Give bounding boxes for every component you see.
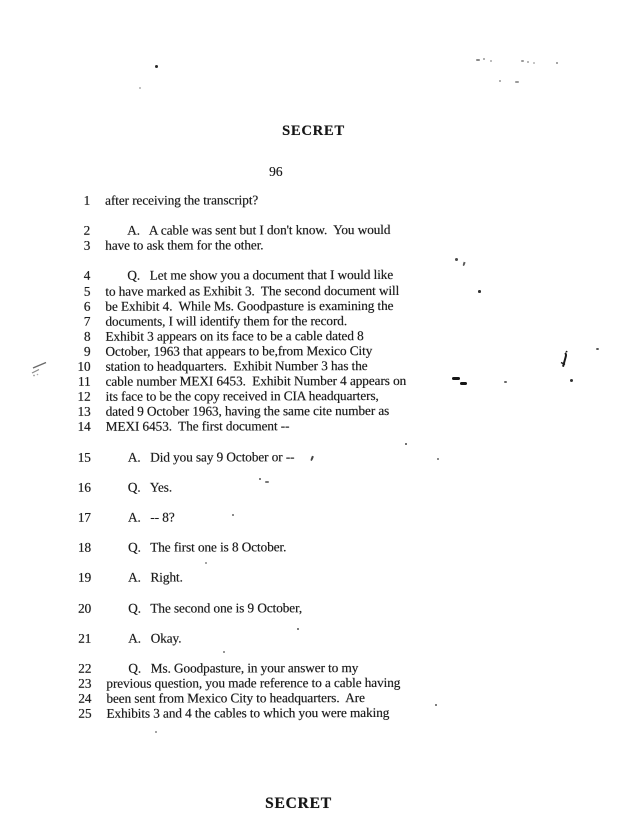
scan-speck bbox=[504, 381, 507, 383]
transcript-line bbox=[1, 569, 581, 586]
line-number: 18 bbox=[77, 539, 91, 555]
line-text: station to headquarters. Exhibit Number 3 has the bbox=[105, 358, 368, 374]
scan-speck bbox=[232, 514, 234, 516]
line-text: Q. Yes. bbox=[127, 479, 172, 495]
scan-speck bbox=[155, 731, 157, 733]
line-number: 13 bbox=[77, 404, 91, 420]
scan-speck bbox=[527, 61, 529, 63]
line-text: Q. Let me show you a document that I would like bbox=[127, 267, 394, 284]
page-number: 96 bbox=[269, 164, 283, 179]
line-number: 12 bbox=[77, 388, 91, 405]
scan-speck bbox=[139, 87, 141, 89]
line-text: cable number MEXI 6453. Exhibit Number 4 appears on bbox=[105, 373, 407, 389]
line-text: A. Right. bbox=[127, 569, 183, 586]
transcript-line bbox=[1, 705, 581, 722]
scan-speck bbox=[265, 481, 269, 483]
transcript-line bbox=[1, 508, 581, 525]
transcript-line bbox=[0, 297, 580, 314]
line-text: be Exhibit 4. While Ms. Goodpasture is examining the bbox=[105, 297, 394, 314]
scan-speck bbox=[297, 628, 299, 630]
line-number: 7 bbox=[83, 313, 91, 329]
classification-marking-top: SECRET bbox=[282, 123, 345, 139]
line-number: 15 bbox=[77, 449, 91, 465]
line-number: 14 bbox=[77, 419, 91, 435]
line-text: its face to be the copy received in CIA headquarters, bbox=[105, 388, 379, 404]
line-text: dated 9 October 1963, having the same cite number as bbox=[105, 403, 390, 420]
scan-speck bbox=[478, 290, 481, 293]
transcript-line bbox=[1, 659, 581, 676]
line-text: Exhibit 3 appears on its face to be a cable dated 8 bbox=[105, 327, 364, 344]
scan-speck bbox=[490, 60, 492, 62]
transcript-line bbox=[0, 327, 580, 344]
scan-speck bbox=[437, 458, 439, 460]
line-number: 23 bbox=[78, 675, 92, 691]
line-number: 1 bbox=[83, 192, 91, 208]
handwritten-margin-mark bbox=[30, 359, 54, 379]
line-number: 24 bbox=[78, 690, 92, 706]
transcript-line bbox=[0, 191, 580, 208]
line-text: after receiving the transcript? bbox=[104, 192, 259, 208]
transcript-line bbox=[0, 358, 580, 375]
scan-speck bbox=[155, 65, 158, 68]
scan-speck bbox=[570, 379, 573, 382]
line-text: documents, I will identify them for the record. bbox=[105, 312, 347, 329]
scan-speck bbox=[205, 562, 207, 564]
line-number: 20 bbox=[77, 600, 92, 616]
line-text: to have marked as Exhibit 3. The second document will bbox=[105, 282, 400, 299]
transcript-line bbox=[1, 478, 581, 495]
transcript-line bbox=[1, 629, 581, 646]
line-text: A. Okay. bbox=[128, 630, 182, 646]
scan-speck bbox=[596, 348, 599, 350]
ink-mark bbox=[558, 350, 570, 370]
line-number: 19 bbox=[77, 570, 92, 586]
line-text: A. A cable was sent but I don't know. You would bbox=[127, 222, 391, 238]
line-text: have to ask them for the other. bbox=[105, 237, 264, 254]
transcript-line bbox=[0, 267, 580, 284]
scan-speck bbox=[499, 80, 501, 82]
scan-speck bbox=[556, 62, 558, 64]
ink-dash bbox=[452, 377, 460, 380]
line-number: 8 bbox=[83, 328, 91, 344]
transcript-line bbox=[1, 418, 581, 435]
transcript-line bbox=[1, 674, 581, 691]
transcript-line bbox=[1, 690, 581, 707]
scan-speck bbox=[515, 81, 519, 83]
scan-speck bbox=[521, 60, 524, 62]
line-number: 21 bbox=[78, 630, 92, 646]
scan-speck bbox=[405, 443, 407, 445]
line-text: A. Did you say 9 October or -- bbox=[127, 448, 295, 465]
scan-speck bbox=[483, 58, 485, 60]
scan-speck bbox=[533, 62, 535, 64]
transcript-line bbox=[1, 388, 581, 405]
line-number: 9 bbox=[83, 343, 91, 359]
transcript-line bbox=[0, 342, 580, 359]
scan-speck bbox=[223, 651, 225, 653]
transcript-line bbox=[0, 237, 580, 254]
line-number: 2 bbox=[83, 222, 91, 238]
line-number: 5 bbox=[83, 283, 91, 299]
scan-speck bbox=[259, 478, 261, 480]
line-text: been sent from Mexico City to headquarters. Are bbox=[106, 690, 365, 706]
line-number: 17 bbox=[77, 509, 91, 525]
transcript-line bbox=[0, 222, 580, 239]
line-number: 16 bbox=[77, 479, 91, 495]
line-number: 22 bbox=[78, 660, 92, 676]
line-number: 6 bbox=[83, 298, 91, 314]
transcript-line bbox=[0, 373, 580, 390]
transcript-line bbox=[1, 539, 581, 556]
transcript-line bbox=[1, 599, 581, 616]
scan-speck bbox=[476, 59, 480, 61]
transcript-line bbox=[0, 312, 580, 329]
line-number: 11 bbox=[77, 373, 91, 389]
line-number: 10 bbox=[77, 358, 91, 374]
line-text: Q. Ms. Goodpasture, in your answer to my bbox=[128, 659, 359, 676]
line-text: MEXI 6453. The first document -- bbox=[105, 418, 290, 435]
line-text: October, 1963 that appears to be,from Mexico City bbox=[105, 342, 373, 359]
line-text: Q. The first one is 8 October. bbox=[127, 539, 287, 555]
line-text: Exhibits 3 and 4 the cables to which you were making bbox=[106, 705, 390, 721]
transcript-body bbox=[0, 191, 581, 721]
line-number: 4 bbox=[83, 268, 91, 284]
classification-marking-bottom: SECRET bbox=[265, 795, 332, 812]
ink-dash bbox=[460, 382, 467, 385]
transcript-line bbox=[1, 448, 581, 465]
scan-speck bbox=[455, 258, 458, 261]
line-text: A. -- 8? bbox=[127, 509, 175, 525]
line-text: Q. The second one is 9 October, bbox=[128, 599, 303, 616]
transcript-line bbox=[1, 403, 581, 420]
line-text: previous question, you made reference to a cable having bbox=[106, 674, 401, 691]
line-number: 25 bbox=[78, 705, 92, 721]
transcript-line bbox=[0, 282, 580, 299]
line-number: 3 bbox=[83, 238, 91, 254]
scan-speck bbox=[435, 704, 437, 706]
